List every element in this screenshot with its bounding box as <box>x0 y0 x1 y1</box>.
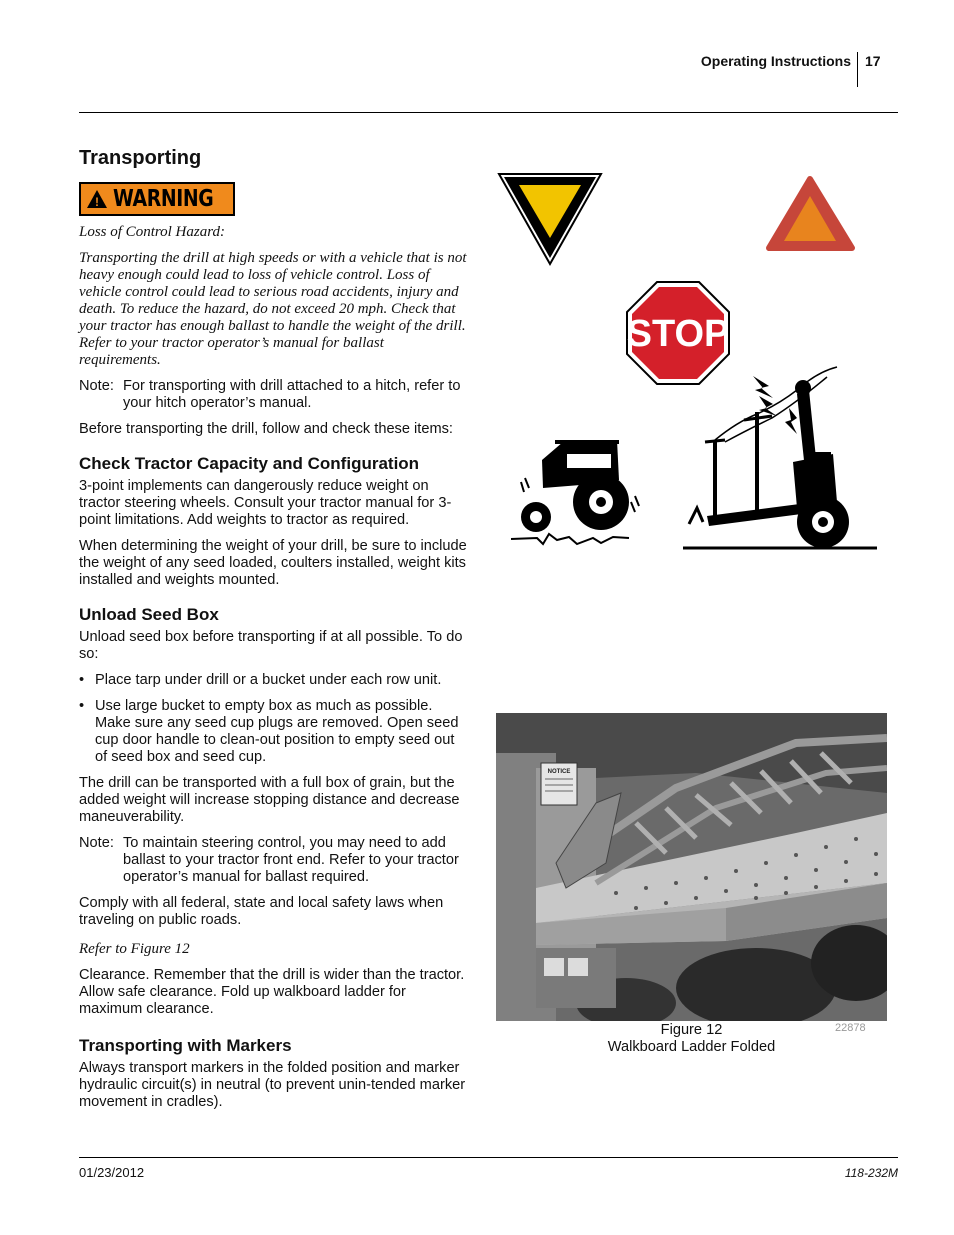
paragraph: Always transport markers in the folded position and marker hydraulic circuit(s) in neutral (to prevent unin-tended marker movement in cradles). <box>79 1060 466 1110</box>
notice-decal-label: NOTICE <box>547 769 571 775</box>
walkboard-ladder-photo <box>496 713 887 1021</box>
paragraph: The drill can be transported with a full box of grain, but the added weight will increase stopping distance and decrease maneuverability. <box>79 775 460 825</box>
paragraph: Clearance. Remember that the drill is wider than the tractor. Allow safe clearance. Fold up walkboard ladder for maximum clearance. <box>79 967 465 1017</box>
note-ballast <box>79 835 469 886</box>
note-label: Note: <box>79 835 114 851</box>
paragraph: Comply with all federal, state and local safety laws when traveling on public roads. <box>79 895 444 928</box>
bullet-list <box>79 672 469 766</box>
warning-triangle-icon: ! <box>87 190 107 208</box>
transport-safety-signs-illustration <box>497 172 887 557</box>
paragraph: Unload seed box before transporting if at all possible. To do so: <box>79 629 463 662</box>
main-text-column <box>79 146 469 1120</box>
page-number: 17 <box>865 53 881 69</box>
stop-sign-text: STOP <box>626 313 730 355</box>
hazard-title: Loss of Control Hazard: <box>79 224 226 240</box>
footer-date: 01/23/2012 <box>79 1165 145 1180</box>
footer-doc-number: 118-232M <box>844 1166 898 1180</box>
note-text: For transporting with drill attached to a hitch, refer to your hitch operator’s manual. <box>123 378 461 411</box>
figure-reference: Refer to Figure 12 <box>79 941 190 957</box>
tractor-tipping-icon <box>511 440 639 544</box>
yield-sign-icon <box>499 174 601 264</box>
section-heading-unload-seed-box: Unload Seed Box <box>79 605 219 624</box>
note-text: To maintain steering control, you may need to add ballast to your tractor front end. Refer to your tractor operator’s manual for ballast required. <box>123 835 459 885</box>
warning-label <box>79 182 235 216</box>
header-separator <box>857 52 858 87</box>
bullet-icon: • <box>79 672 85 688</box>
header-rule <box>79 112 898 113</box>
hazard-text: Transporting the drill at high speeds or with a vehicle that is not heavy enough could lead to loss of vehicle control. Loss of vehicle control could lead to serious road accidents, injury and death. To reduce the hazard, do not exceed 20 mph. Check that your tractor has enough ballast to handle the weight of the drill. Refer to your tractor operator’s manual for ballast requirements. <box>79 250 467 368</box>
bullet-icon: • <box>79 698 85 714</box>
figure-caption: Walkboard Ladder Folded <box>607 1039 776 1055</box>
intro-text: Before transporting the drill, follow and check these items: <box>79 421 453 437</box>
footer-rule <box>79 1157 898 1158</box>
figure-image-id: 22878 <box>835 1022 866 1034</box>
list-item-text: Place tarp under drill or a bucket under each row unit. <box>95 672 442 688</box>
list-item-text: Use large bucket to empty box as much as possible. Make sure any seed cup plugs are removed. Open seed cup door handle to clean-out position to empty seed out of seed box and seed cup. <box>95 698 459 765</box>
list-item <box>79 698 469 766</box>
section-heading-markers: Transporting with Markers <box>79 1036 292 1055</box>
figure-number: Figure 12 <box>660 1022 723 1038</box>
stop-sign-icon <box>627 282 730 384</box>
power-line-hazard-icon <box>683 367 877 548</box>
section-heading-check-tractor: Check Tractor Capacity and Configuration <box>79 454 420 473</box>
warning-label-text: WARNING <box>113 185 214 212</box>
slow-moving-vehicle-sign-icon <box>769 179 852 248</box>
note-label: Note: <box>79 378 114 394</box>
list-item <box>79 672 469 689</box>
note-hitch <box>79 378 469 412</box>
page-title: Transporting <box>79 147 202 169</box>
header-section-title: Operating Instructions <box>700 53 851 69</box>
paragraph: 3-point implements can dangerously reduce weight on tractor steering wheels. Consult your tractor manual for 3-point limitations. Add weights to tractor as required. <box>79 478 452 528</box>
paragraph: When determining the weight of your drill, be sure to include the weight of any seed loaded, coulters installed, weight kits installed and weights mounted. <box>79 538 467 588</box>
